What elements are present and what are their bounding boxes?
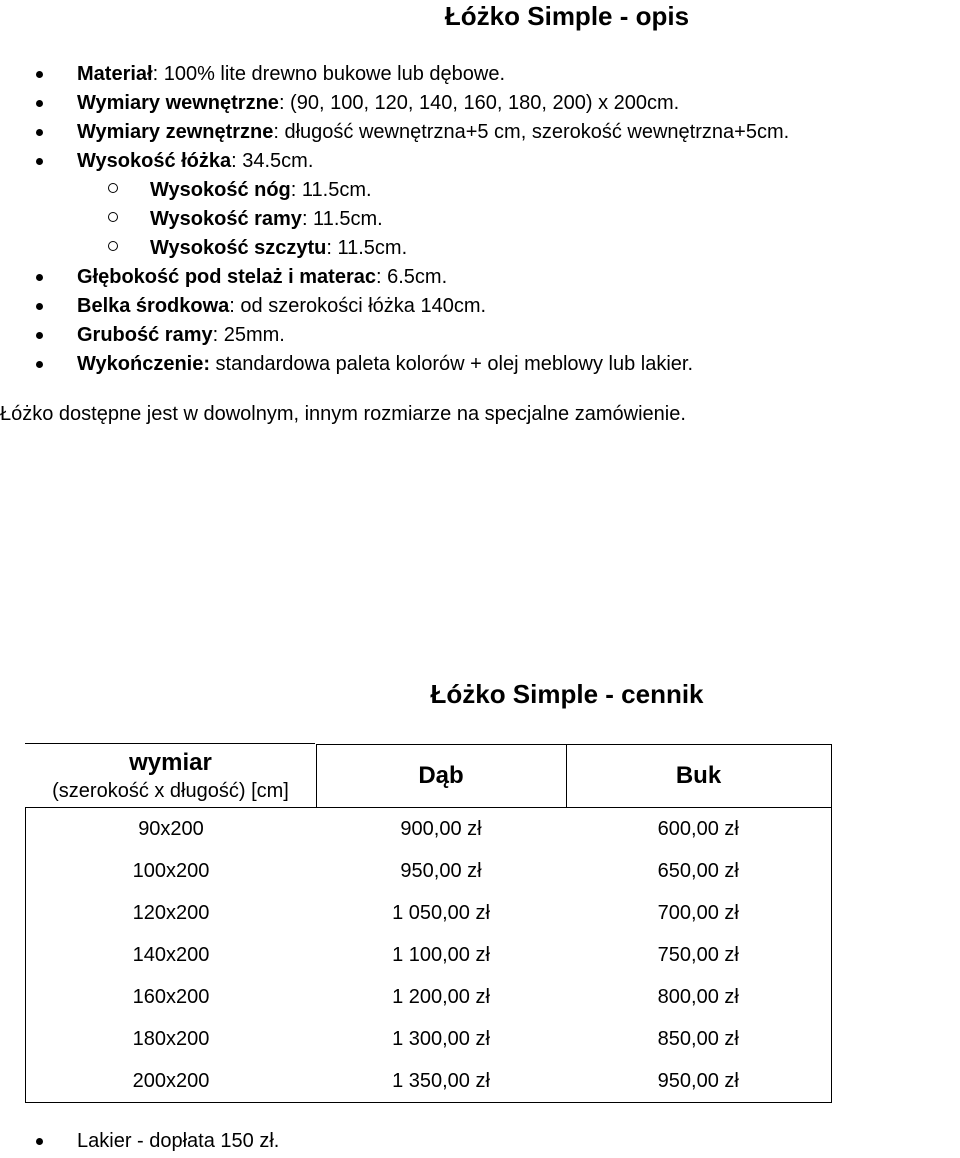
cell-oak-price: 1 300,00 zł <box>392 1027 490 1050</box>
cell-beech-price: 850,00 zł <box>566 1018 831 1060</box>
spec-label: Wykończenie: <box>77 353 210 375</box>
cell-beech-price: 600,00 zł <box>566 808 831 851</box>
bullet-icon <box>36 129 43 136</box>
spec-item-frame-thickness <box>0 321 789 350</box>
spec-item-bed-height <box>0 147 789 176</box>
table-row <box>26 934 832 976</box>
bullet-icon <box>36 274 43 281</box>
header-size <box>26 745 317 808</box>
cell-size: 90x200 <box>26 808 317 851</box>
spec-item-finish <box>0 350 789 379</box>
table-row <box>26 1018 832 1060</box>
header-size-sub: (szerokość x długość) [cm] <box>52 779 289 802</box>
bullet-icon <box>36 303 43 310</box>
spec-subitem-frame-height <box>0 205 789 234</box>
spec-value: : 6.5cm. <box>376 266 448 288</box>
bullet-icon <box>36 1138 43 1145</box>
cell-size: 160x200 <box>26 976 317 1018</box>
price-table-header <box>26 745 832 808</box>
cell-beech-price: 800,00 zł <box>566 976 831 1018</box>
cell-oak-price: 1 200,00 zł <box>392 985 490 1008</box>
spec-value: : 25mm. <box>212 324 285 346</box>
bullet-icon <box>36 100 43 107</box>
spec-label: Belka środkowa <box>77 295 230 317</box>
spec-item-outer-dimensions <box>0 118 789 147</box>
spec-value: : od szerokości łóżka 140cm. <box>229 295 487 317</box>
bullet-icon <box>36 158 43 165</box>
spec-item-material <box>0 60 789 89</box>
cell-oak-price: 950,00 zł <box>400 859 482 882</box>
price-list-title: Łóżko Simple - cennik <box>430 679 704 709</box>
table-row <box>26 892 832 934</box>
header-oak: Dąb <box>316 745 566 808</box>
spec-value: : 11.5cm. <box>326 237 408 259</box>
table-row <box>26 1060 832 1103</box>
custom-size-note: Łóżko dostępne jest w dowolnym, innym rozmiarze na specjalne zamówienie. <box>0 403 686 425</box>
cell-oak-price: 1 050,00 zł <box>392 901 490 924</box>
cell-size: 100x200 <box>26 850 317 892</box>
spec-label: Głębokość pod stelaż i materac <box>77 266 376 288</box>
cell-size: 140x200 <box>26 934 317 976</box>
footer-list <box>0 1127 279 1156</box>
cell-beech-price: 950,00 zł <box>566 1060 831 1103</box>
circle-bullet-icon <box>108 241 118 251</box>
spec-item-inner-dimensions <box>0 89 789 118</box>
price-table <box>25 744 832 1103</box>
table-row <box>26 808 832 851</box>
cell-size: 120x200 <box>26 892 317 934</box>
varnish-surcharge-text: Lakier - dopłata 150 zł. <box>77 1130 280 1152</box>
spec-item-slat-depth <box>0 263 789 292</box>
circle-bullet-icon <box>108 212 118 222</box>
spec-item-center-beam <box>0 292 789 321</box>
varnish-surcharge <box>0 1127 279 1156</box>
document-title: Łóżko Simple - opis <box>444 1 690 31</box>
table-row <box>26 976 832 1018</box>
cell-oak-price: 900,00 zł <box>316 808 566 851</box>
spec-label: Wysokość łóżka <box>77 150 232 172</box>
spec-value: : 100% lite drewno bukowe lub dębowe. <box>152 63 506 85</box>
spec-subitem-leg-height <box>0 176 789 205</box>
spec-value: : długość wewnętrzna+5 cm, szerokość wewnętrzna+5cm. <box>273 121 790 143</box>
header-beech: Buk <box>566 745 831 808</box>
header-size-label: wymiar <box>129 748 212 776</box>
spec-label: Wysokość nóg <box>150 179 291 201</box>
spec-label: Materiał <box>77 63 153 85</box>
cell-oak-price: 1 100,00 zł <box>392 943 490 966</box>
circle-bullet-icon <box>108 183 118 193</box>
cell-oak-price: 1 350,00 zł <box>316 1060 566 1103</box>
cell-size: 200x200 <box>26 1060 317 1103</box>
bullet-icon <box>36 332 43 339</box>
spec-value: : 11.5cm. <box>301 208 383 230</box>
spec-label: Wysokość ramy <box>150 208 302 230</box>
cell-beech-price: 700,00 zł <box>566 892 831 934</box>
spec-subitem-headboard-height <box>0 234 789 263</box>
spec-label: Wymiary wewnętrzne <box>77 92 279 114</box>
cell-beech-price: 650,00 zł <box>566 850 831 892</box>
spec-label: Wymiary zewnętrzne <box>77 121 274 143</box>
spec-value: : 11.5cm. <box>290 179 372 201</box>
bullet-icon <box>36 361 43 368</box>
spec-label: Grubość ramy <box>77 324 213 346</box>
cell-size: 180x200 <box>26 1018 317 1060</box>
spec-value: standardowa paleta kolorów + olej meblowy lub lakier. <box>210 353 694 375</box>
bullet-icon <box>36 71 43 78</box>
spec-list <box>0 60 789 379</box>
table-row <box>26 850 832 892</box>
spec-label: Wysokość szczytu <box>150 237 327 259</box>
spec-value: : (90, 100, 120, 140, 160, 180, 200) x 200cm. <box>278 92 680 114</box>
spec-value: : 34.5cm. <box>231 150 314 172</box>
cell-beech-price: 750,00 zł <box>566 934 831 976</box>
